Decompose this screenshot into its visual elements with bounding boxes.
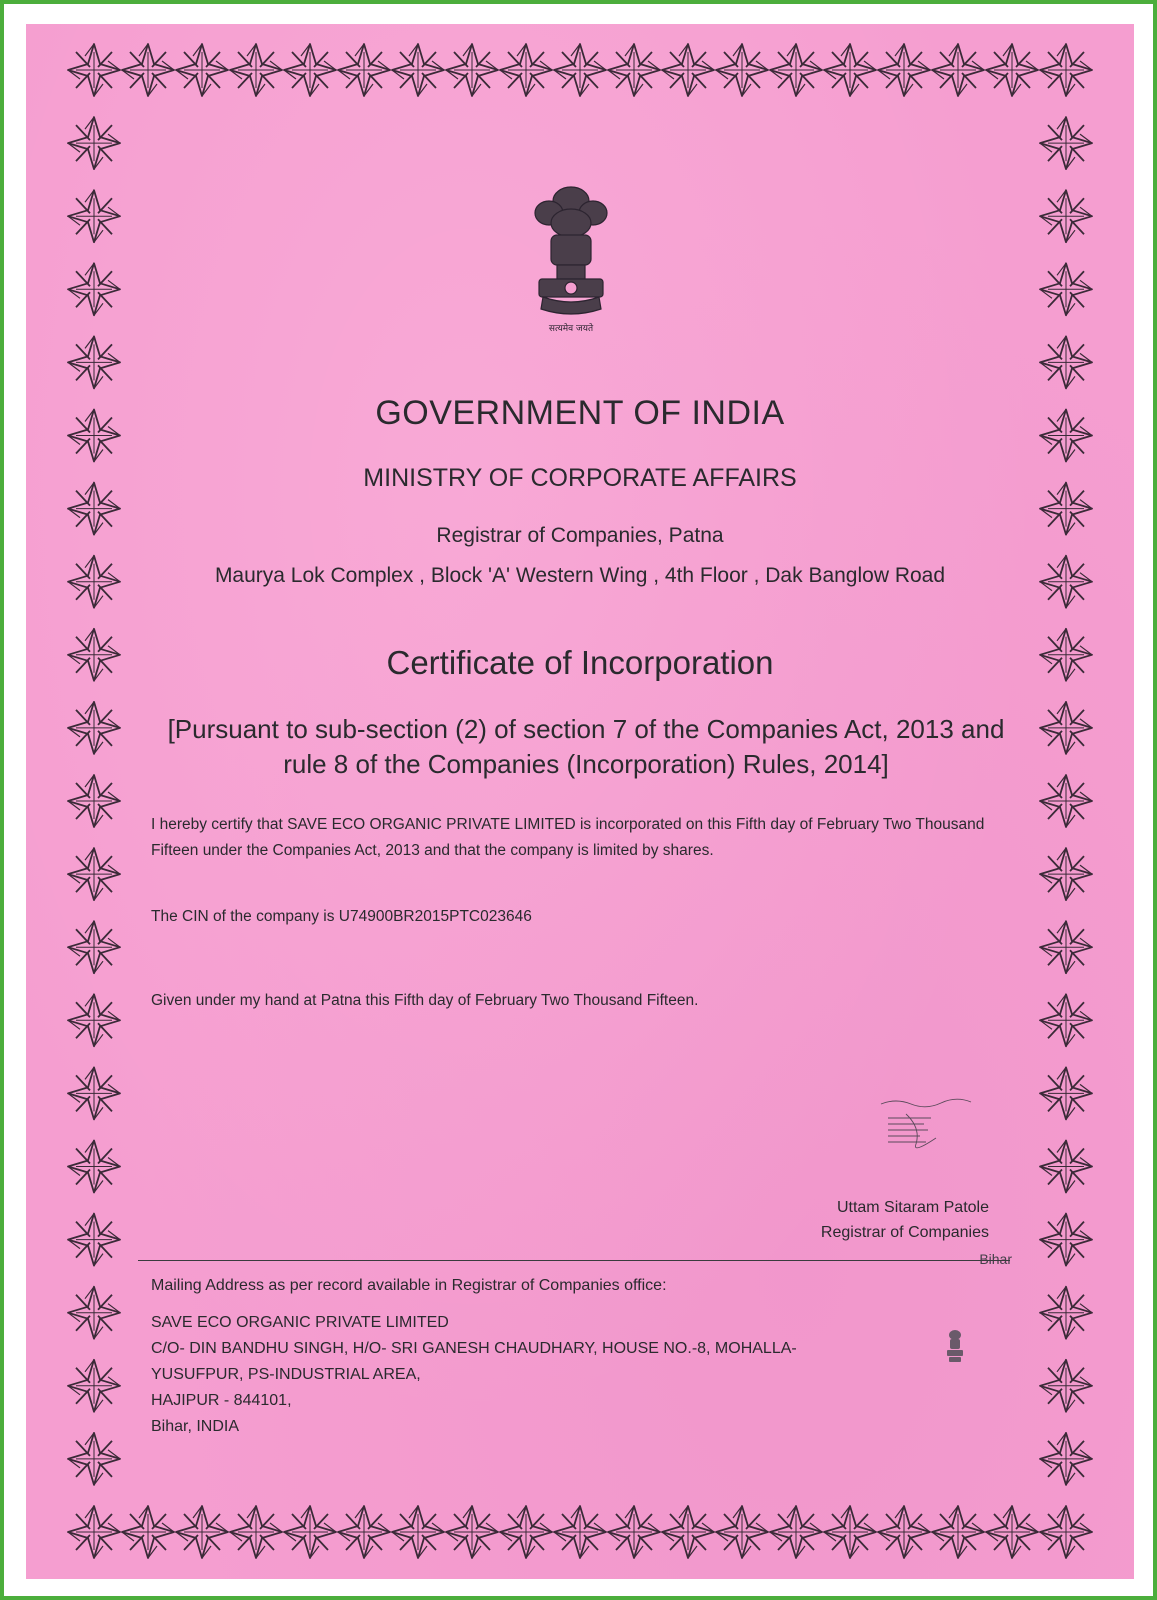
border-star <box>122 44 174 96</box>
mailing-address-line5: Bihar, INDIA <box>151 1418 240 1435</box>
border-star <box>986 1506 1038 1558</box>
border-star <box>446 44 498 96</box>
border-star <box>1040 994 1092 1046</box>
ministry-heading: MINISTRY OF CORPORATE AFFAIRS <box>363 464 797 492</box>
border-star <box>1040 1433 1092 1485</box>
border-star <box>608 44 660 96</box>
border-star <box>1040 1141 1092 1193</box>
border-star <box>1040 1506 1092 1558</box>
border-star <box>392 1506 444 1558</box>
border-star <box>1040 1287 1092 1339</box>
signatory-name: Uttam Sitaram Patole <box>836 1199 989 1216</box>
border-star <box>770 1506 822 1558</box>
certificate-title: Certificate of Incorporation <box>386 644 774 681</box>
national-emblem-icon <box>521 179 621 339</box>
registrar-office: Registrar of Companies, Patna <box>436 524 724 547</box>
border-star <box>176 1506 228 1558</box>
border-star <box>68 1141 120 1193</box>
border-star <box>230 44 282 96</box>
border-star <box>68 117 120 169</box>
border-star <box>662 1506 714 1558</box>
border-star <box>1040 921 1092 973</box>
signatory-place: Bihar <box>979 1251 1012 1267</box>
emblem-motto: सत्यमेव जयते <box>548 324 594 334</box>
border-star <box>68 263 120 315</box>
border-star <box>284 44 336 96</box>
border-star <box>68 921 120 973</box>
border-star <box>122 1506 174 1558</box>
border-star <box>68 336 120 388</box>
small-emblem-icon <box>944 1329 966 1365</box>
border-star <box>68 1360 120 1412</box>
border-star <box>68 1067 120 1119</box>
border-star <box>230 1506 282 1558</box>
border-star <box>68 190 120 242</box>
government-heading: GOVERNMENT OF INDIA <box>375 394 785 432</box>
cin-statement: The CIN of the company is U74900BR2015PTC023646 <box>151 908 532 925</box>
border-star <box>68 1214 120 1266</box>
border-star <box>1040 775 1092 827</box>
border-star <box>68 1506 120 1558</box>
border-star <box>500 1506 552 1558</box>
border-star <box>500 44 552 96</box>
pursuant-clause-line2: rule 8 of the Companies (Incorporation) Rules, 2014] <box>283 749 889 779</box>
border-star <box>1040 702 1092 754</box>
signatory-title: Registrar of Companies <box>820 1224 989 1241</box>
border-star <box>824 44 876 96</box>
divider-line <box>138 1260 1010 1261</box>
border-star <box>446 1506 498 1558</box>
border-star <box>716 1506 768 1558</box>
border-star <box>68 44 120 96</box>
border-star <box>1040 336 1092 388</box>
border-star <box>1040 117 1092 169</box>
certification-statement: I hereby certify that SAVE ECO ORGANIC PRIVATE LIMITED is incorporated on this Fifth day of February Two Thousand Fifteen under the Companies Act, 2013 and that the company is limited by shares. <box>151 816 985 859</box>
given-under-hand-statement: Given under my hand at Patna this Fifth day of February Two Thousand Fifteen. <box>151 992 699 1009</box>
border-star <box>878 1506 930 1558</box>
border-star <box>1040 1214 1092 1266</box>
border-star <box>338 1506 390 1558</box>
border-star <box>932 1506 984 1558</box>
border-star <box>1040 1360 1092 1412</box>
border-star <box>770 44 822 96</box>
border-star <box>1040 190 1092 242</box>
border-star <box>1040 44 1092 96</box>
border-star <box>1040 263 1092 315</box>
certificate-sheet <box>26 24 1134 1579</box>
border-star <box>68 702 120 754</box>
border-star <box>68 848 120 900</box>
border-star <box>68 1287 120 1339</box>
mailing-address-line2: C/O- DIN BANDHU SINGH, H/O- SRI GANESH CHAUDHARY, HOUSE NO.-8, MOHALLA- <box>151 1340 797 1357</box>
pursuant-clause-line1: [Pursuant to sub-section (2) of section 7 of the Companies Act, 2013 and <box>167 714 1005 744</box>
border-star <box>392 44 444 96</box>
registrar-address: Maurya Lok Complex , Block 'A' Western Wing , 4th Floor , Dak Banglow Road <box>214 564 946 587</box>
mailing-address-line3: YUSUFPUR, PS-INDUSTRIAL AREA, <box>151 1366 421 1383</box>
border-star <box>932 44 984 96</box>
border-star <box>824 1506 876 1558</box>
border-star <box>986 44 1038 96</box>
border-star <box>68 994 120 1046</box>
border-star <box>878 44 930 96</box>
border-star <box>284 1506 336 1558</box>
border-star <box>662 44 714 96</box>
border-star <box>1040 848 1092 900</box>
mailing-address-line1: SAVE ECO ORGANIC PRIVATE LIMITED <box>151 1314 449 1331</box>
border-star <box>176 44 228 96</box>
border-star <box>1040 1067 1092 1119</box>
mailing-address-heading: Mailing Address as per record available in Registrar of Companies office: <box>151 1277 667 1294</box>
mailing-address-line4: HAJIPUR - 844101, <box>151 1392 292 1409</box>
digital-signature-stamp <box>876 1094 976 1164</box>
border-star <box>68 1433 120 1485</box>
border-star <box>554 1506 606 1558</box>
border-star <box>68 775 120 827</box>
border-star <box>338 44 390 96</box>
border-star <box>554 44 606 96</box>
border-star <box>716 44 768 96</box>
border-star <box>608 1506 660 1558</box>
